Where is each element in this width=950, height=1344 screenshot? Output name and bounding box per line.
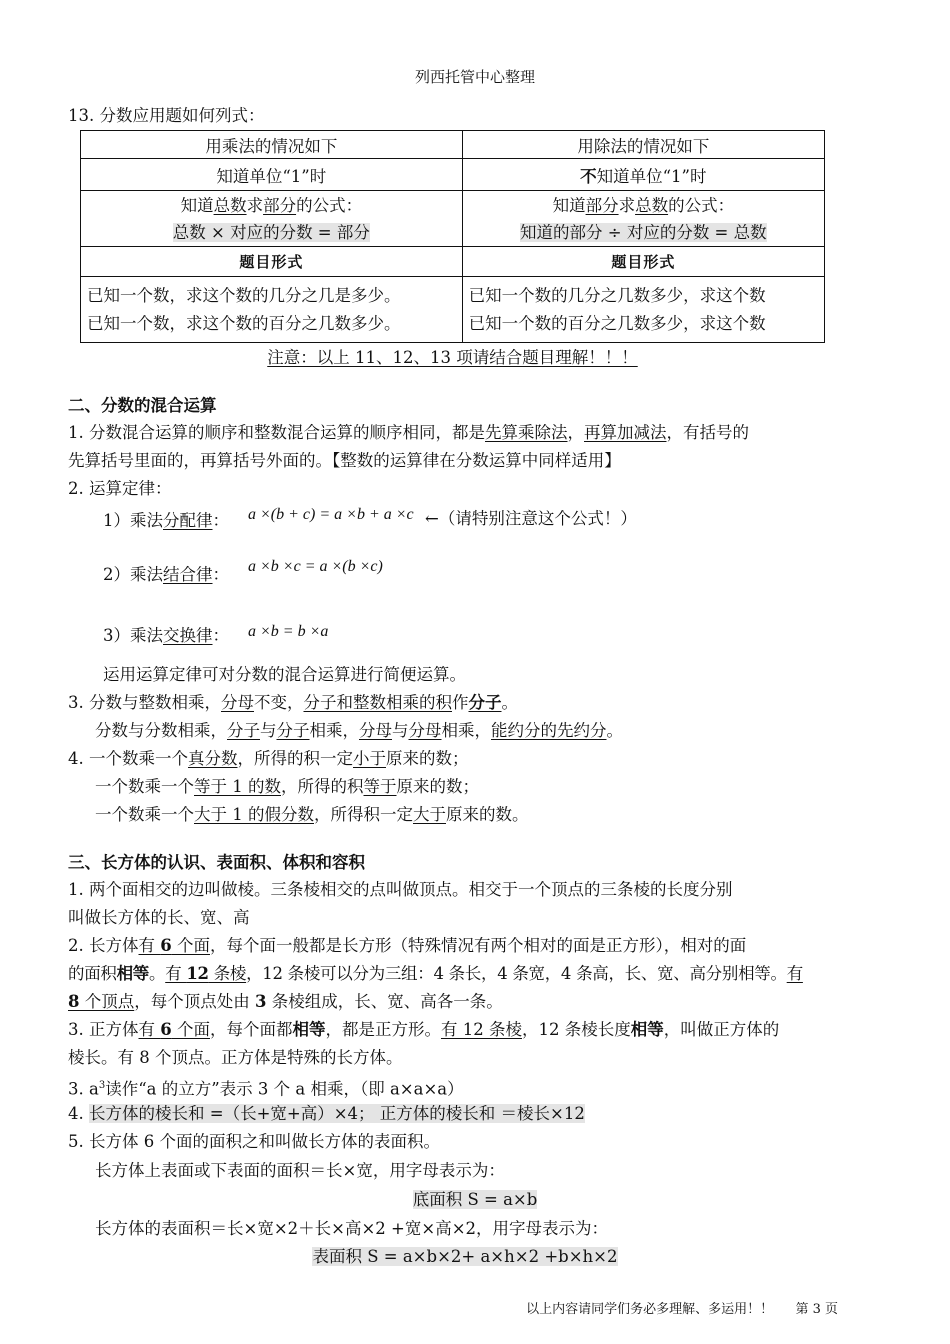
law-associative-formula: a ×b ×c = a ×(b ×c)	[248, 558, 383, 575]
section-2-item-4-line2: 一个数乘一个等于 1 的数，所得的积等于原来的数；	[95, 777, 479, 796]
page-header: 列西托管中心整理	[414, 68, 535, 86]
footer-text: 以上内容请同学们务必多理解、多运用！！	[526, 1302, 774, 1317]
section-2-item-4-line3: 一个数乘一个大于 1 的假分数，所得积一定大于原来的数。	[95, 805, 529, 824]
law-distributive-note: ←（请特别注意这个公式！）	[425, 509, 637, 528]
page-number: 第 3 页	[795, 1302, 838, 1317]
law-commutative-formula: a ×b = b ×a	[248, 623, 329, 640]
table-cell-divide-examples: 已知一个数的几分之几数多少，求这个数 已知一个数的百分之几数多少，求这个数	[462, 277, 824, 343]
section-2-item-3: 3. 分数与整数相乘，分母不变，分子和整数相乘的积作分子。	[68, 693, 518, 712]
section-3-item-2-line2: 的面积相等。有 12 条棱，12 条棱可以分为三组：4 条长，4 条宽，4 条高，长、宽、高分别相等。有	[68, 964, 803, 983]
page-footer	[526, 1298, 838, 1317]
section-3-item-3: 3. 正方体有 6 个面，每个面都相等，都是正方形。有 12 条棱，12 条棱长度相等，叫做正方体的	[68, 1020, 780, 1039]
table-cell-multiply-examples: 已知一个数，求这个数的几分之几是多少。 已知一个数，求这个数的百分之几数多少。	[81, 277, 463, 343]
section-3-item-5-line2: 长方体上表面或下表面的面积＝长×宽，用字母表示为：	[95, 1161, 505, 1180]
table-form-label-left: 题目形式	[81, 247, 463, 277]
law-commutative: 3）乘法交换律：	[103, 626, 229, 645]
section-3-item-4: 4. 长方体的棱长和 =（长+宽+高）×4； 正方体的棱长和 ＝棱长×12	[68, 1104, 585, 1123]
table-header-divide: 用除法的情况如下	[462, 131, 824, 159]
section-2-item-1: 1. 分数混合运算的顺序和整数混合运算的顺序相同，都是先算乘除法，再算加减法，有括号的	[68, 423, 749, 442]
section-3-item-1: 1. 两个面相交的边叫做棱。三条棱相交的点叫做顶点。相交于一个顶点的三条棱的长度分别	[68, 880, 733, 899]
section-3-heading: 三、长方体的认识、表面积、体积和容积	[68, 853, 365, 872]
base-area-formula: 底面积 S = a×b	[412, 1190, 538, 1209]
multiply-formula: 总数 × 对应的分数 = 部分	[172, 222, 370, 242]
section-3-item-2: 2. 长方体有 6 个面，每个面一般都是长方形（特殊情况有两个相对的面是正方形），相对的面	[68, 936, 747, 955]
table-form-label-right: 题目形式	[462, 247, 824, 277]
surface-area-formula: 表面积 S = a×b×2+ a×h×2 +b×h×2	[312, 1247, 618, 1266]
table-cell-known-unit: 知道单位“1”时	[81, 159, 463, 191]
section-3-item-2-line3: 8 个顶点，每个顶点处由 3 条棱组成，长、宽、高各一条。	[68, 992, 503, 1011]
base-area-formula-row	[0, 1186, 950, 1214]
table-header-multiply: 用乘法的情况如下	[81, 131, 463, 159]
section-13-heading: 13. 分数应用题如何列式：	[68, 106, 265, 125]
divide-formula: 知道的部分 ÷ 对应的分数 = 总数	[520, 222, 767, 242]
section-3-item-5: 5. 长方体 6 个面的面积之和叫做长方体的表面积。	[68, 1132, 440, 1151]
law-associative: 2）乘法结合律：	[103, 565, 229, 584]
section-13-note: 注意：以上 11、12、13 项请结合题目理解！！！	[267, 348, 638, 367]
section-2-item-2: 2. 运算定律：	[68, 479, 172, 498]
section-3-item-1-line2: 叫做长方体的长、宽、高	[68, 908, 250, 927]
surface-area-formula-row	[0, 1243, 930, 1271]
section-2-heading: 二、分数的混合运算	[68, 396, 217, 415]
law-distributive-formula: a ×(b + c) = a ×b + a ×c	[248, 506, 414, 523]
application-problem-table	[80, 130, 825, 343]
section-2-item-3-line2: 分数与分数相乘，分子与分子相乘，分母与分母相乘，能约分的先约分。	[95, 721, 623, 740]
law-distributive: 1）乘法分配律：	[103, 511, 229, 530]
section-2-item-1-line2: 先算括号里面的，再算括号外面的。【整数的运算律在分数运算中同样适用】	[68, 451, 621, 470]
section-3-item-5-line3: 长方体的表面积＝长×宽×2＋长×高×2 +宽×高×2，用字母表示为：	[95, 1219, 609, 1238]
table-cell-divide-formula: 知道部分求总数的公式： 知道的部分 ÷ 对应的分数 = 总数	[462, 191, 824, 247]
section-2-item-4: 4. 一个数乘一个真分数，所得的积一定小于原来的数；	[68, 749, 469, 768]
table-cell-multiply-formula: 知道总数求部分的公式： 总数 × 对应的分数 = 部分	[81, 191, 463, 247]
section-3-item-3-line2: 棱长。有 8 个顶点。正方体是特殊的长方体。	[68, 1048, 403, 1067]
table-cell-unknown-unit: 不知道单位“1”时	[462, 159, 824, 191]
law-usage-note: 运用运算定律可对分数的混合运算进行简便运算。	[103, 665, 466, 684]
section-3-item-3b: 3. $a^3$读作“a 的立方”表示 3 个 a 相乘，（即 a×a×a）	[68, 1079, 464, 1099]
